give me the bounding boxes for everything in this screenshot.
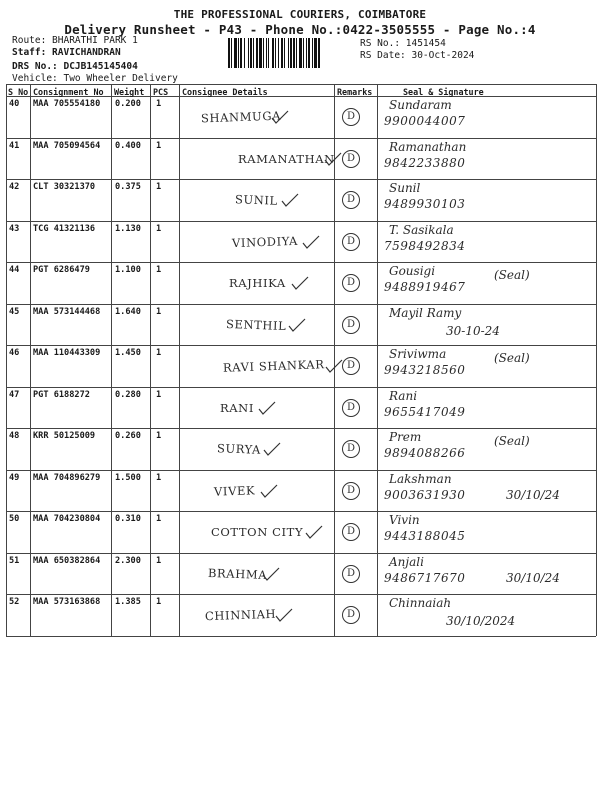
row-consignment-no: MAA 705094564 [33,140,101,151]
row-signature-name: Ramanathan [389,139,467,154]
barcode-bar [272,38,274,68]
row-sno: 47 [9,389,20,400]
table-column-divider [377,84,378,636]
row-signature-extra: (Seal) [494,268,530,282]
barcode-bar [312,38,313,68]
header-consignee: Consignee Details [182,87,268,97]
row-consignment-no: PGT 6286479 [33,265,90,275]
check-tick-icon [324,152,342,166]
table-row-divider [6,262,596,263]
barcode-bar [281,38,283,68]
table-row-divider [6,138,596,139]
row-signature-extra: (Seal) [494,434,530,448]
row-consignment-no: KRR 50125009 [33,431,96,441]
table-row-divider [6,221,596,222]
remark-delivered-mark: D [342,108,360,126]
barcode-bar [263,38,264,68]
row-signature-name: Anjali [389,554,424,569]
header-signature: Seal & Signature [403,87,484,97]
table-row-divider [6,470,596,471]
row-pcs: 1 [156,99,162,109]
row-signature-extra: 30/10/24 [506,570,560,585]
row-signature-extra: (Seal) [494,351,530,365]
row-consignment-no: CLT 30321370 [33,182,96,192]
row-weight: 1.100 [115,265,141,275]
table-row-divider [6,345,596,346]
barcode-bar [256,38,258,68]
row-sno: 52 [9,597,20,607]
row-signature-extra: 30-10-24 [446,323,500,338]
row-pcs: 1 [156,265,162,275]
remark-delivered-mark: D [342,440,360,458]
row-signature-name: Chinnaiah [389,596,452,610]
row-signature-phone: 9842233880 [384,155,466,170]
barcode-bar [299,38,302,68]
row-consignee-name: SHANMUGA [200,108,282,126]
row-consignment-no: MAA 110443309 [33,348,101,358]
row-signature-name: Rani [389,388,418,403]
row-consignee-name: SURYA [216,441,262,457]
row-signature-phone: 9655417049 [384,404,466,419]
staff-label: Staff: RAVICHANDRAN [12,47,121,58]
barcode-bar [275,38,276,68]
barcode-bar [259,38,262,68]
check-tick-icon [291,276,309,290]
row-pcs: 1 [156,223,162,234]
row-sno: 44 [9,265,20,275]
row-signature-phone: 9489930103 [384,197,466,211]
runsheet-table [6,84,596,636]
check-tick-icon [271,110,289,124]
row-weight: 0.310 [115,514,141,524]
row-sno: 42 [9,182,20,192]
barcode-bar [278,38,279,68]
row-signature-name: Sriviwma [389,347,447,361]
check-tick-icon [260,484,278,498]
remark-delivered-mark: D [342,233,360,251]
row-consignee-name: SUNIL [234,192,279,208]
row-pcs: 1 [156,389,162,400]
header-sno: S No [8,87,29,97]
row-signature-phone: 9894088266 [384,446,466,460]
row-sno: 40 [9,99,20,109]
row-weight: 0.400 [115,140,141,151]
barcode-image [228,38,354,68]
row-sno: 50 [9,514,20,524]
row-consignment-no: MAA 704896279 [33,472,101,483]
runsheet-title: Delivery Runsheet - P43 - Phone No.:0422-3505555 - Page No.:4 [64,22,536,37]
check-tick-icon [262,567,280,581]
row-pcs: 1 [156,306,162,317]
row-sno: 46 [9,348,20,358]
check-tick-icon [263,442,281,456]
barcode-bar [318,38,320,68]
row-weight: 0.260 [115,431,141,441]
check-tick-icon [275,608,293,622]
table-column-divider [596,84,597,636]
barcode-bar [303,38,304,68]
route-label: Route: BHARATHI PARK 1 [12,35,138,46]
row-consignment-no: PGT 6188272 [33,389,90,400]
remark-delivered-mark: D [342,191,360,209]
header-consignment: Consignment No [33,87,104,97]
row-weight: 1.500 [115,472,141,483]
company-name: THE PROFESSIONAL COURIERS, COIMBATORE [173,8,427,21]
header-remarks: Remarks [337,87,373,97]
row-consignee-name: SENTHIL [225,316,287,333]
vehicle-label: Vehicle: Two Wheeler Delivery [12,73,178,84]
check-tick-icon [325,359,343,373]
row-consignee-name: COTTON CITY [211,525,304,539]
row-signature-extra: 30/10/2024 [446,614,516,628]
remark-delivered-mark: D [342,316,360,334]
row-signature-name: Vivin [389,513,420,527]
remark-delivered-mark: D [342,523,360,541]
row-pcs: 1 [156,597,162,607]
row-weight: 1.640 [115,306,141,317]
row-signature-phone: 9943218560 [384,363,466,377]
table-row-divider [6,594,596,595]
remark-delivered-mark: D [342,357,360,375]
barcode-bar [288,38,289,68]
barcode-bar [250,38,252,68]
row-signature-phone: 9900044007 [384,114,466,128]
barcode-bar [268,38,269,68]
row-weight: 0.375 [115,182,141,192]
table-row-divider [6,179,596,180]
table-column-divider [179,84,180,636]
row-consignment-no: MAA 573144468 [33,306,101,317]
barcode-bar [238,38,239,68]
row-sno: 51 [9,555,20,566]
row-weight: 0.200 [115,99,141,109]
barcode-bar [248,38,249,68]
row-consignee-name: RAJHIKA [229,276,286,290]
row-consignment-no: TCG 41321136 [33,223,96,234]
row-sno: 48 [9,431,20,441]
row-signature-name: Mayil Ramy [389,305,462,320]
row-signature-phone: 9486717670 [384,570,466,585]
table-column-divider [111,84,112,636]
table-row-divider [6,304,596,305]
row-signature-phone: 9488919467 [384,280,466,294]
row-weight: 1.450 [115,348,141,358]
table-column-divider [6,84,7,636]
check-tick-icon [305,525,323,539]
row-signature-name: Sundaram [389,98,452,112]
row-consignment-no: MAA 650382864 [33,555,101,566]
row-consignment-no: MAA 573163868 [33,597,101,607]
row-sno: 45 [9,306,20,317]
table-row-divider [6,553,596,554]
barcode-bar [266,38,267,68]
table-row-divider [6,428,596,429]
check-tick-icon [258,401,276,415]
drs-number: DRS No.: DCJB145145404 [12,61,138,72]
row-consignee-name: RAVI SHANKAR [222,357,325,375]
row-consignment-no: MAA 705554180 [33,99,101,109]
row-signature-name: Lakshman [389,471,452,486]
row-signature-phone: 7598492834 [384,238,466,253]
remark-delivered-mark: D [342,399,360,417]
barcode-bar [228,38,230,68]
barcode-bar [290,38,292,68]
row-weight: 1.385 [115,597,141,607]
row-signature-name: Prem [389,430,422,444]
header-pcs: PCS [153,87,169,97]
header-weight: Weight [114,87,145,97]
row-consignee-name: RANI [220,400,254,415]
row-weight: 0.280 [115,389,141,400]
row-sno: 43 [9,223,20,234]
row-pcs: 1 [156,140,162,151]
row-consignee-name: BRAHMA [207,565,268,582]
rs-date: RS Date: 30-Oct-2024 [360,50,475,61]
row-weight: 2.300 [115,555,141,566]
barcode-bar [308,38,310,68]
remark-delivered-mark: D [342,274,360,292]
check-tick-icon [281,193,299,207]
barcode-bar [231,38,232,68]
barcode-bar [296,38,297,68]
row-consignment-no: MAA 704230804 [33,514,101,524]
row-consignee-name: VINODIYA [231,233,299,250]
remark-delivered-mark: D [342,606,360,624]
row-signature-name: Gousigi [389,264,436,278]
table-row-divider [6,636,596,637]
row-pcs: 1 [156,431,162,441]
row-pcs: 1 [156,182,162,192]
row-pcs: 1 [156,514,162,524]
row-consignee-name: CHINNIAH [204,606,277,624]
row-signature-phone: 9003631930 [384,487,466,502]
row-pcs: 1 [156,555,162,566]
row-pcs: 1 [156,472,162,483]
table-column-divider [150,84,151,636]
check-tick-icon [302,235,320,249]
row-signature-phone: 9443188045 [384,529,466,543]
barcode-bar [234,38,237,68]
row-pcs: 1 [156,348,162,358]
table-border-top [6,84,596,85]
barcode-bar [314,38,317,68]
row-sno: 41 [9,140,20,151]
rs-number: RS No.: 1451454 [360,38,446,49]
barcode-bar [293,38,295,68]
barcode-bar [253,38,254,68]
row-consignee-name: RAMANATHAN [238,151,335,166]
table-column-divider [30,84,31,636]
barcode-bar [284,38,285,68]
check-tick-icon [288,318,306,332]
row-signature-name: Sunil [389,181,421,195]
remark-delivered-mark: D [342,565,360,583]
row-consignee-name: VIVEK [213,482,256,499]
barcode-bar [306,38,307,68]
row-weight: 1.130 [115,223,141,234]
row-sno: 49 [9,472,20,483]
barcode-bar [240,38,242,68]
remark-delivered-mark: D [342,150,360,168]
barcode-bar [244,38,245,68]
table-row-divider [6,387,596,388]
table-row-divider [6,511,596,512]
row-signature-extra: 30/10/24 [506,487,560,502]
row-signature-name: T. Sasikala [389,222,454,237]
remark-delivered-mark: D [342,482,360,500]
